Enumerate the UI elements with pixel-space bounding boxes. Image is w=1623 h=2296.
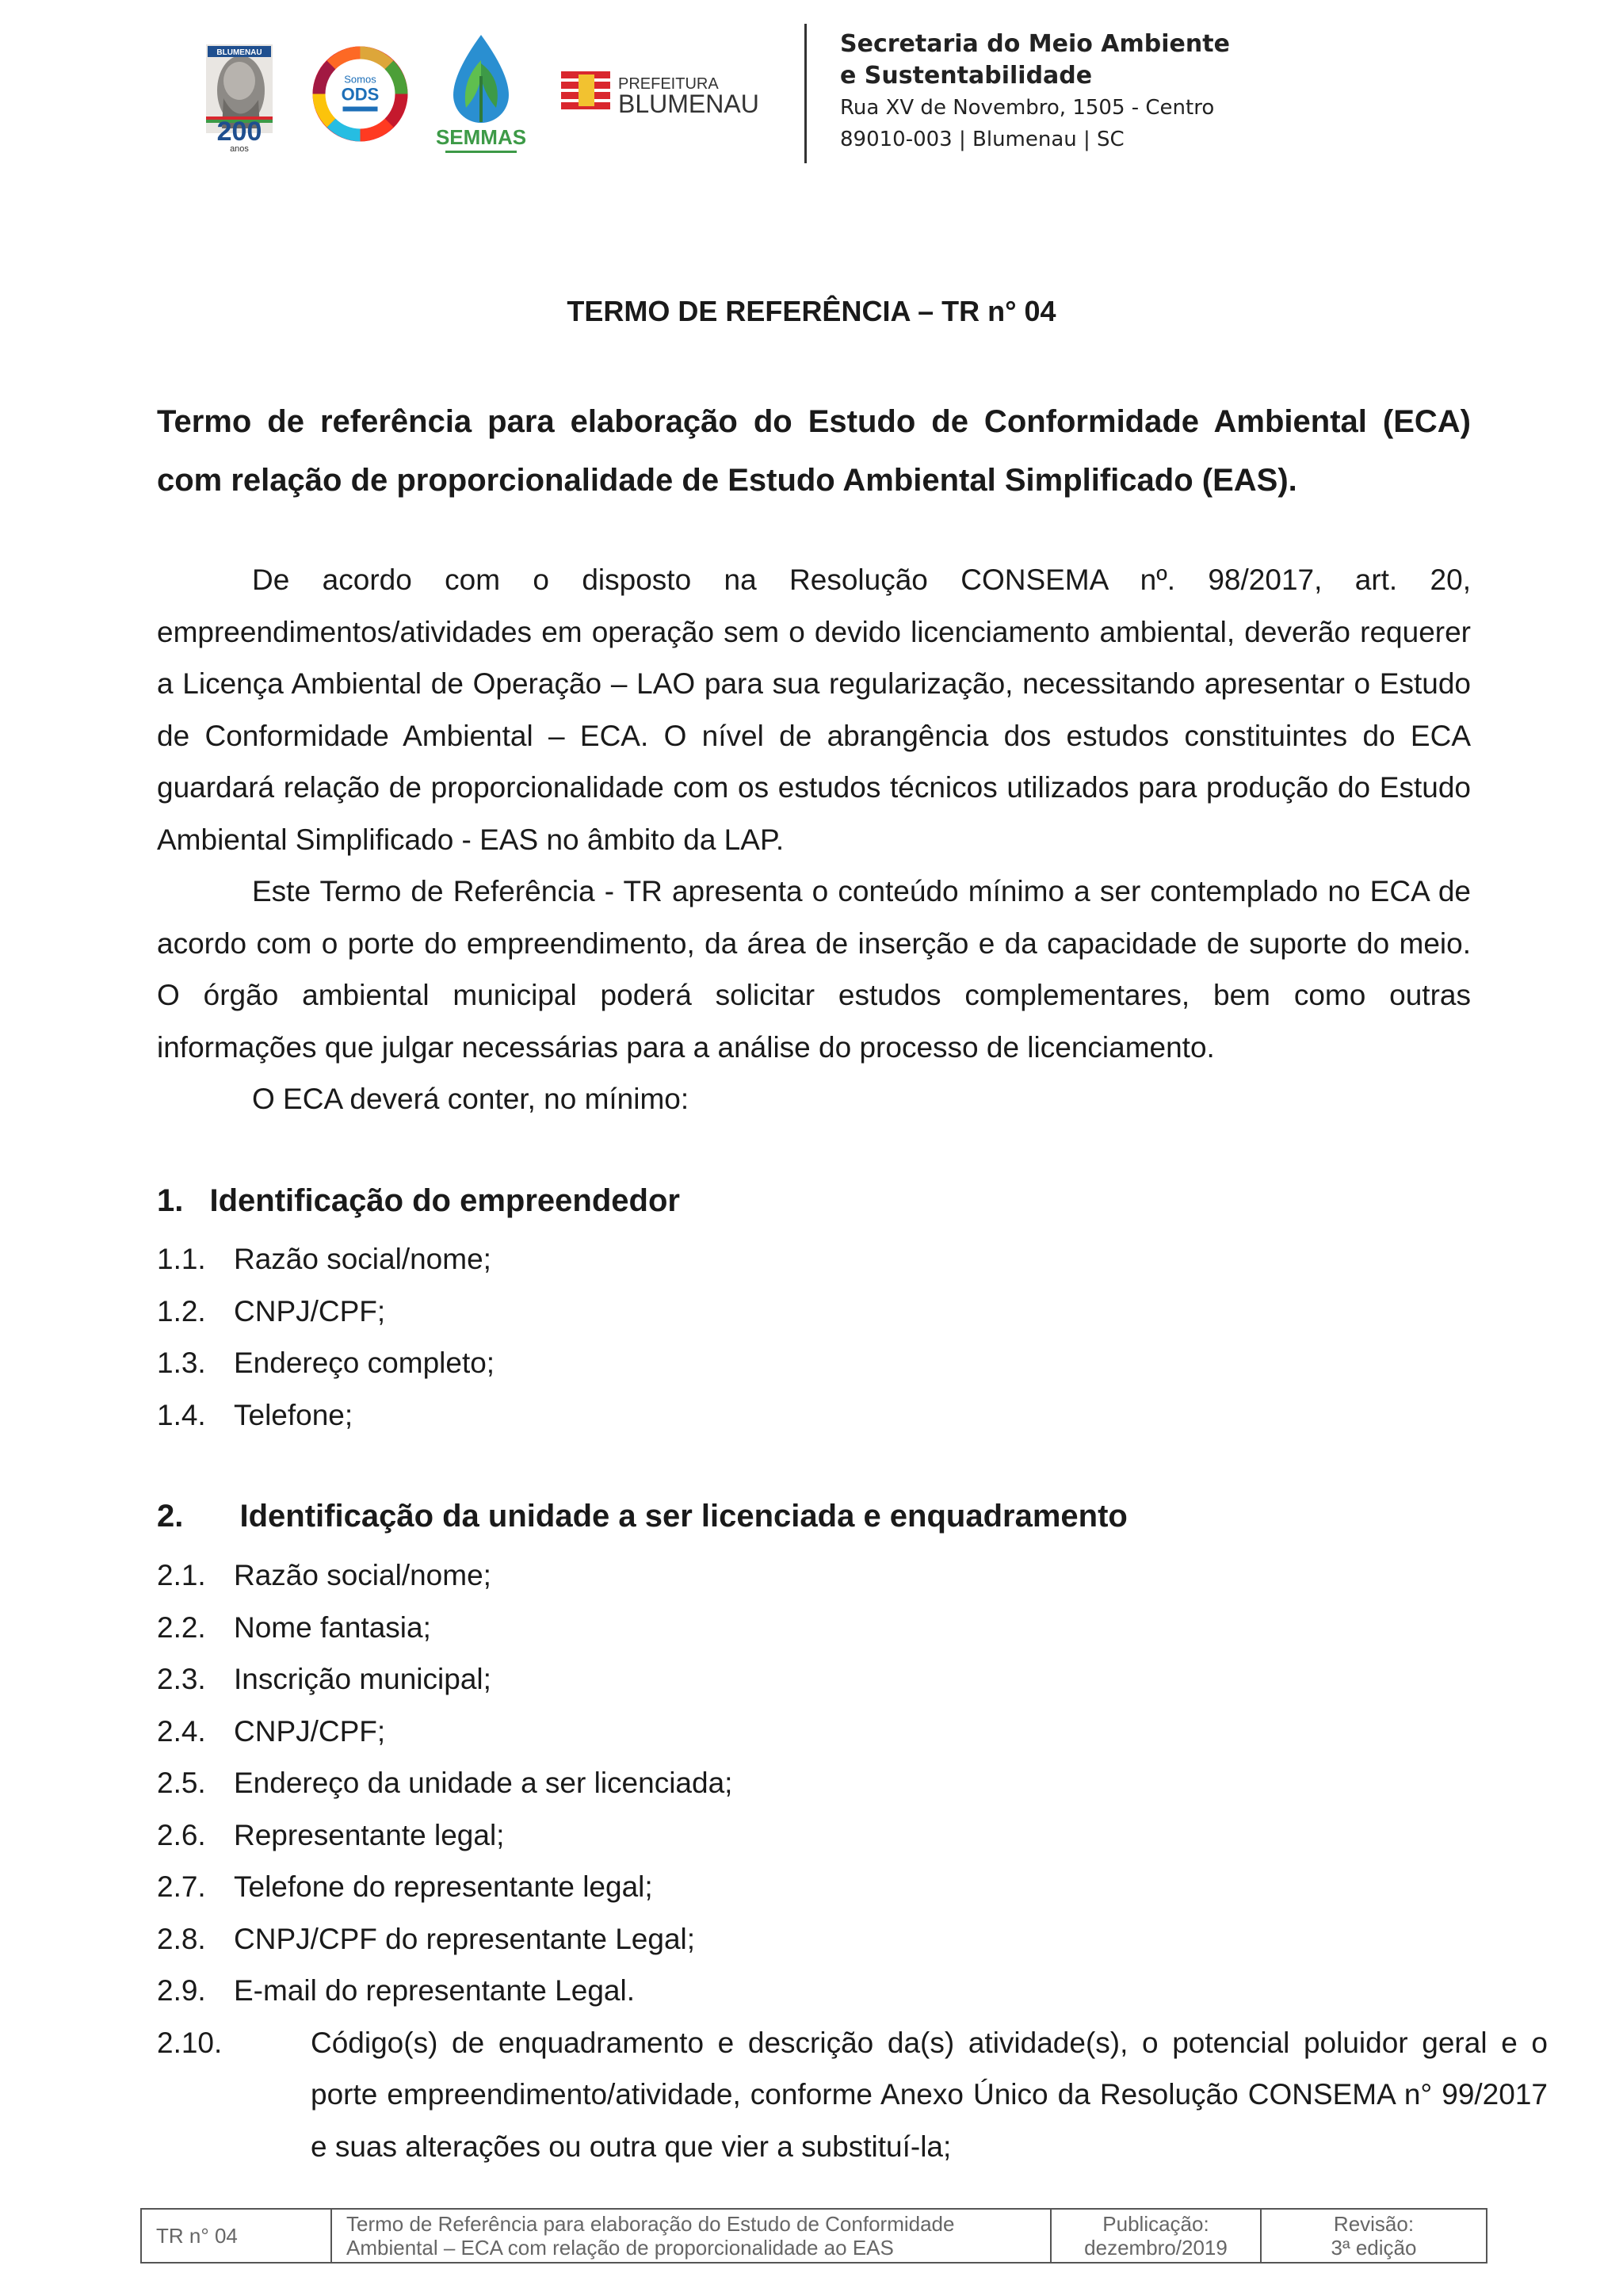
section-2-list	[157, 1549, 1548, 2172]
list-item: 1.4. Telefone;	[157, 1398, 353, 1431]
section-2-title: Identificação da unidade a ser licenciada e enquadramento	[239, 1499, 1128, 1534]
list-item: 1.3. Endereço completo;	[157, 1347, 495, 1379]
list-item: 1.2. CNPJ/CPF;	[157, 1294, 386, 1328]
ods-wheel-logo	[311, 44, 410, 143]
blumenau-flag-logo	[561, 65, 783, 120]
organization-info	[840, 29, 1230, 155]
footer-revision	[1262, 2210, 1486, 2262]
list-item: 2.4. CNPJ/CPF;	[157, 1714, 386, 1748]
org-name-line2: e Sustentabilidade	[840, 62, 1093, 90]
document-title: TERMO DE REFERÊNCIA – TR n° 04	[567, 295, 1056, 327]
paragraph-3: O ECA deverá conter, no mínimo:	[252, 1083, 689, 1115]
list-item: 2.2. Nome fantasia;	[157, 1610, 431, 1644]
list-item: 2.5. Endereço da unidade a ser licenciada;	[157, 1767, 733, 1799]
footer-pub-value: dezembro/2019	[1084, 2236, 1228, 2260]
page-footer	[140, 2208, 1487, 2264]
list-item: 2.3. Inscrição municipal;	[157, 1663, 491, 1695]
paragraph-2: Este Termo de Referência - TR apresenta o conteúdo mínimo a ser contemplado no ECA de acordo com o porte do empreendimento, da área de inserção e da capacidade de suporte do meio. O órgão ambiental municipal poderá solicitar estudos complementares, bem como outras informações que julgar necessárias para a análise do processo de licenciamento.	[157, 875, 1471, 1064]
org-name-line1: Secretaria do Meio Ambiente	[840, 30, 1230, 58]
semmas-drop-leaf-logo	[430, 32, 533, 159]
footer-tr-number: TR n° 04	[142, 2210, 332, 2262]
list-item: 2.7. Telefone do representante legal;	[157, 1870, 653, 1903]
logo-prefeitura-text: PREFEITURA	[618, 75, 719, 93]
list-item: 2.1. Razão social/nome;	[157, 1559, 491, 1591]
org-cep: 89010-003 | Blumenau | SC	[840, 128, 1125, 151]
list-item: 2.6. Representante legal;	[157, 1818, 505, 1851]
header-divider	[804, 24, 807, 163]
section-1-heading	[157, 1183, 680, 1219]
footer-desc-line2: Ambiental – ECA com relação de proporcionalidade ao EAS	[346, 2236, 894, 2260]
logo-somos-text: Somos	[344, 73, 376, 86]
footer-description	[332, 2210, 1052, 2262]
logo-semmas-text: SEMMAS	[435, 125, 527, 149]
list-item: 2.9. E-mail do representante Legal.	[157, 1974, 635, 2007]
footer-rev-value: 3ª edição	[1331, 2236, 1417, 2260]
list-item: 2.10. Código(s) de enquadramento e descrição da(s) atividade(s), o potencial poluidor geral e o porte empreendimento/atividade, conforme Anexo Único da Resolução CONSEMA n° 99/2017 e suas alterações ou outra que vier a substituí-la;	[157, 2026, 1548, 2163]
footer-publication	[1052, 2210, 1262, 2262]
paragraph-1: De acordo com o disposto na Resolução CONSEMA nº. 98/2017, art. 20, empreendimentos/atividades em operação sem o devido licenciamento ambiental, deverão requerer a Licença Ambiental de Operação – LAO para sua regularização, necessitando apresentar o Estudo de Conformidade Ambiental – ECA. O nível de abrangência dos estudos constituintes do ECA guardará relação de proporcionalidade com os estudos técnicos utilizados para produção do Estudo Ambiental Simplificado - EAS no âmbito da LAP.	[157, 563, 1471, 856]
section-1-number: 1.	[157, 1183, 184, 1218]
org-address: Rua XV de Novembro, 1505 - Centro	[840, 96, 1215, 120]
footer-pub-label: Publicação:	[1102, 2212, 1209, 2236]
page-header	[0, 0, 1623, 174]
list-item: 2.8. CNPJ/CPF do representante Legal;	[157, 1922, 696, 1955]
document-subtitle: Termo de referência para elaboração do Estudo de Conformidade Ambiental (ECA) com relação de proporcionalidade de Estudo Ambiental Simplificado (EAS).	[157, 404, 1471, 498]
intro-paragraphs	[157, 554, 1471, 1125]
footer-rev-label: Revisão:	[1333, 2212, 1415, 2236]
footer-desc-line1: Termo de Referência para elaboração do Estudo de Conformidade	[346, 2212, 955, 2236]
logo-anos-text: anos	[230, 144, 249, 154]
section-2-number: 2.	[157, 1499, 184, 1534]
logo-blumenau-text: BLUMENAU	[216, 48, 262, 57]
section-1-list	[157, 1233, 1471, 1441]
list-item: 1.1. Razão social/nome;	[157, 1243, 491, 1275]
section-2-heading	[157, 1499, 1128, 1534]
section-1-title: Identificação do empreendedor	[209, 1183, 680, 1218]
logo-200-text: 200	[216, 117, 262, 147]
logo-ods-text: ODS	[341, 84, 380, 105]
blumenau-200-anos-logo	[192, 35, 287, 154]
logo-blumenau-wordmark: BLUMENAU	[618, 90, 759, 118]
